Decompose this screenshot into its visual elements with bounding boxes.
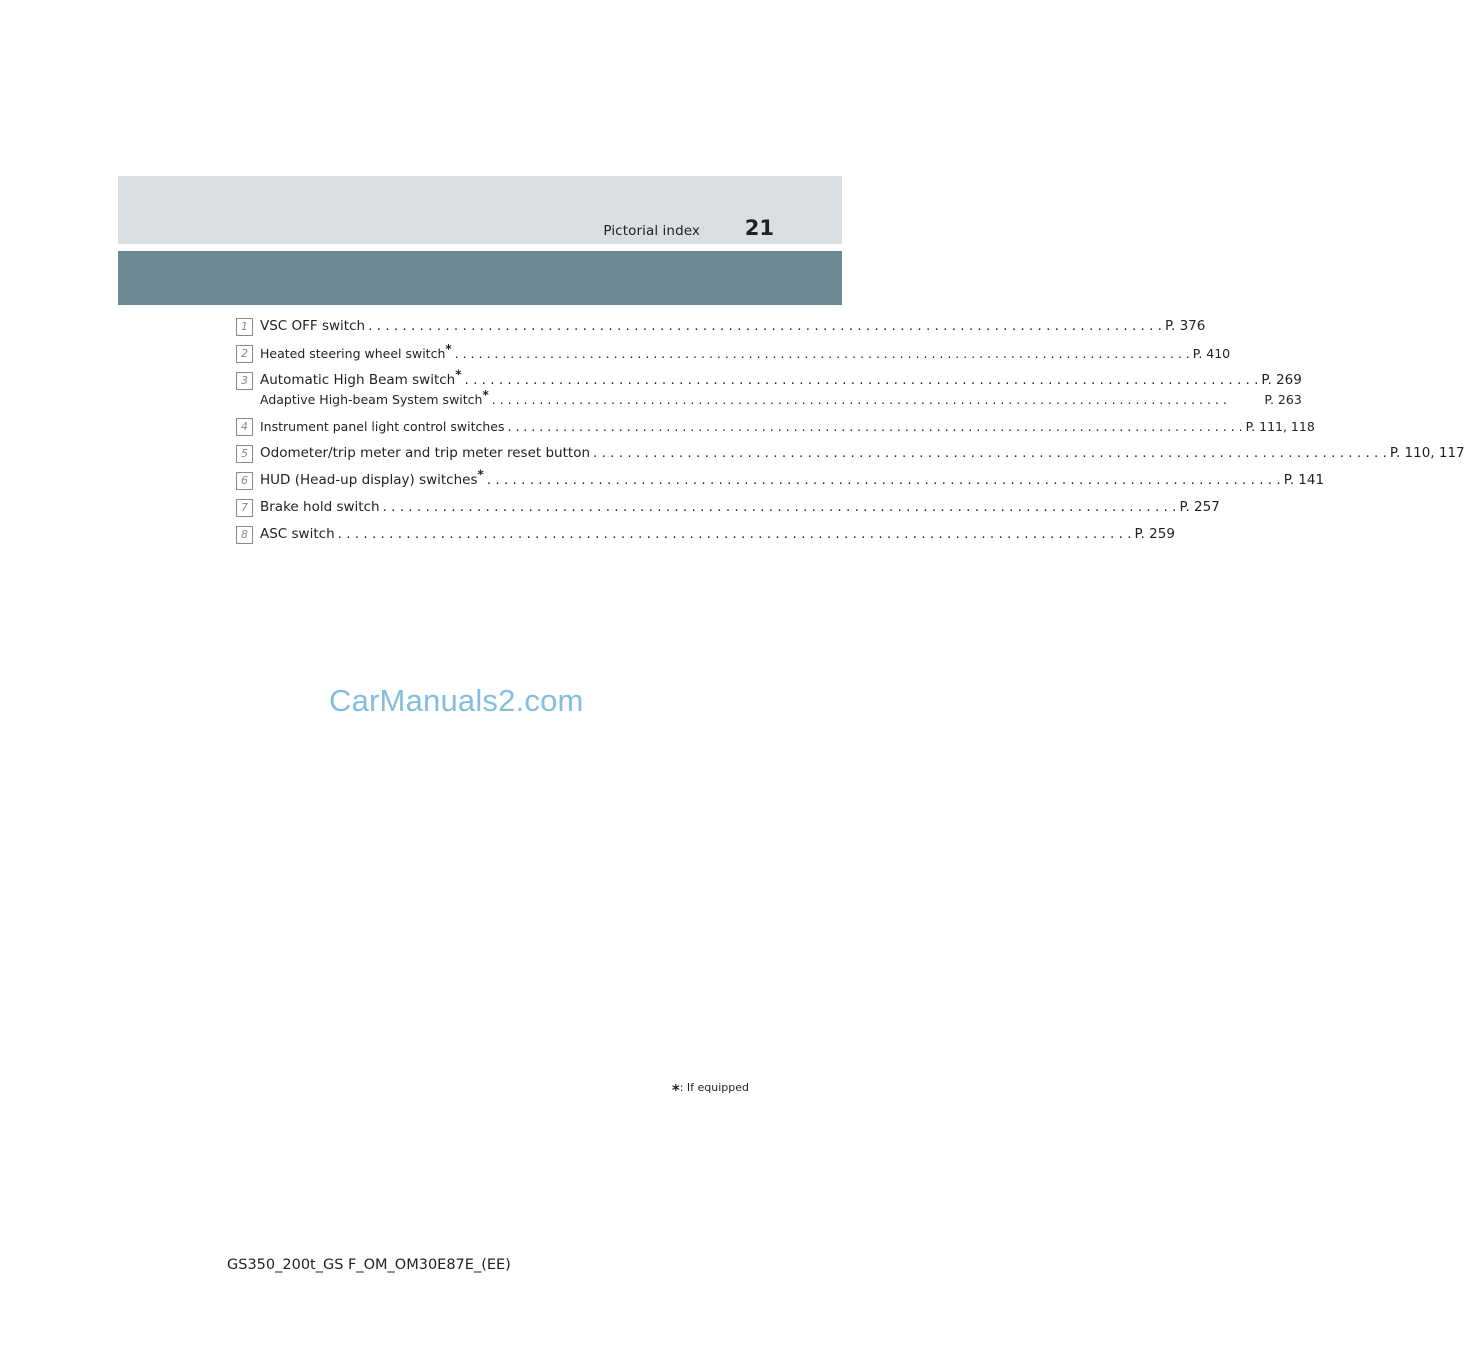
item-number-badge: 5 <box>236 445 253 463</box>
list-item <box>236 525 1175 544</box>
title-bar <box>118 251 842 305</box>
index-entry <box>260 367 1302 390</box>
list-item <box>236 367 1302 409</box>
page-reference-link[interactable]: P. 110, 117 <box>1389 445 1465 461</box>
list-item <box>236 498 1220 517</box>
item-number-badge: 4 <box>236 418 253 436</box>
index-entry <box>260 444 1465 463</box>
footnote-star: * <box>671 1081 680 1099</box>
page-reference-link[interactable]: P. 376 <box>1164 318 1206 334</box>
dot-leader <box>455 344 1190 363</box>
asterisk-mark: * <box>477 467 484 482</box>
asterisk-mark: * <box>455 367 462 382</box>
page-reference-link[interactable]: P. 410 <box>1192 346 1231 361</box>
watermark: CarManuals2.com <box>329 683 584 718</box>
entry-label: Adaptive High-beam System switch* <box>260 387 489 407</box>
footnote-text: : If equipped <box>679 1081 749 1094</box>
footer-code: GS350_200t_GS F_OM_OM30E87E_(EE) <box>227 1257 511 1273</box>
asterisk-mark: * <box>445 341 452 356</box>
list-item <box>236 444 1465 463</box>
dot-leader <box>368 317 1162 336</box>
entry-label: Heated steering wheel switch* <box>260 341 452 361</box>
index-list <box>236 317 1465 552</box>
item-number-badge: 7 <box>236 499 253 517</box>
page-reference-link[interactable]: P. 141 <box>1283 472 1325 488</box>
index-entry <box>260 341 1231 363</box>
dot-leader <box>338 525 1132 544</box>
index-entry <box>260 525 1175 544</box>
item-number-badge: 3 <box>236 372 253 390</box>
dot-leader <box>487 471 1281 490</box>
index-entry <box>260 467 1325 490</box>
index-entry <box>260 498 1220 517</box>
list-item <box>236 317 1206 336</box>
footnote <box>672 1081 749 1099</box>
list-item <box>236 417 1315 436</box>
page-reference-link[interactable]: P. 263 <box>1264 392 1302 407</box>
entry-label: Automatic High Beam switch* <box>260 367 462 388</box>
entry-label: Brake hold switch <box>260 499 380 515</box>
list-item <box>236 341 1231 363</box>
page-reference-link[interactable]: P. 111, 118 <box>1245 419 1315 434</box>
list-item <box>236 467 1325 490</box>
dot-leader <box>383 498 1177 517</box>
page-number: 21 <box>744 216 774 240</box>
index-entry <box>260 387 1302 409</box>
section-title: Pictorial index <box>603 223 700 239</box>
page-reference-link[interactable]: P. 269 <box>1261 372 1302 388</box>
entry-label: HUD (Head-up display) switches* <box>260 467 484 488</box>
entry-label: Odometer/trip meter and trip meter reset button <box>260 445 591 461</box>
item-number-badge: 2 <box>236 345 253 363</box>
index-entry <box>260 317 1205 336</box>
item-number-badge: 6 <box>236 472 253 490</box>
entry-label: VSC OFF switch <box>260 318 366 334</box>
item-number-badge: 8 <box>236 526 253 544</box>
page-reference-link[interactable]: P. 257 <box>1179 499 1220 515</box>
dot-leader <box>508 417 1243 436</box>
dot-leader <box>465 371 1259 390</box>
entry-label: ASC switch <box>260 526 335 542</box>
entry-label: Instrument panel light control switches <box>260 419 505 434</box>
dot-leader <box>593 444 1387 463</box>
header-bar <box>118 176 842 244</box>
page-reference-link[interactable]: P. 259 <box>1134 526 1175 542</box>
index-entry <box>260 417 1315 436</box>
item-number-badge: 1 <box>236 318 253 336</box>
dot-leader <box>492 390 1262 409</box>
asterisk-mark: * <box>482 387 489 402</box>
